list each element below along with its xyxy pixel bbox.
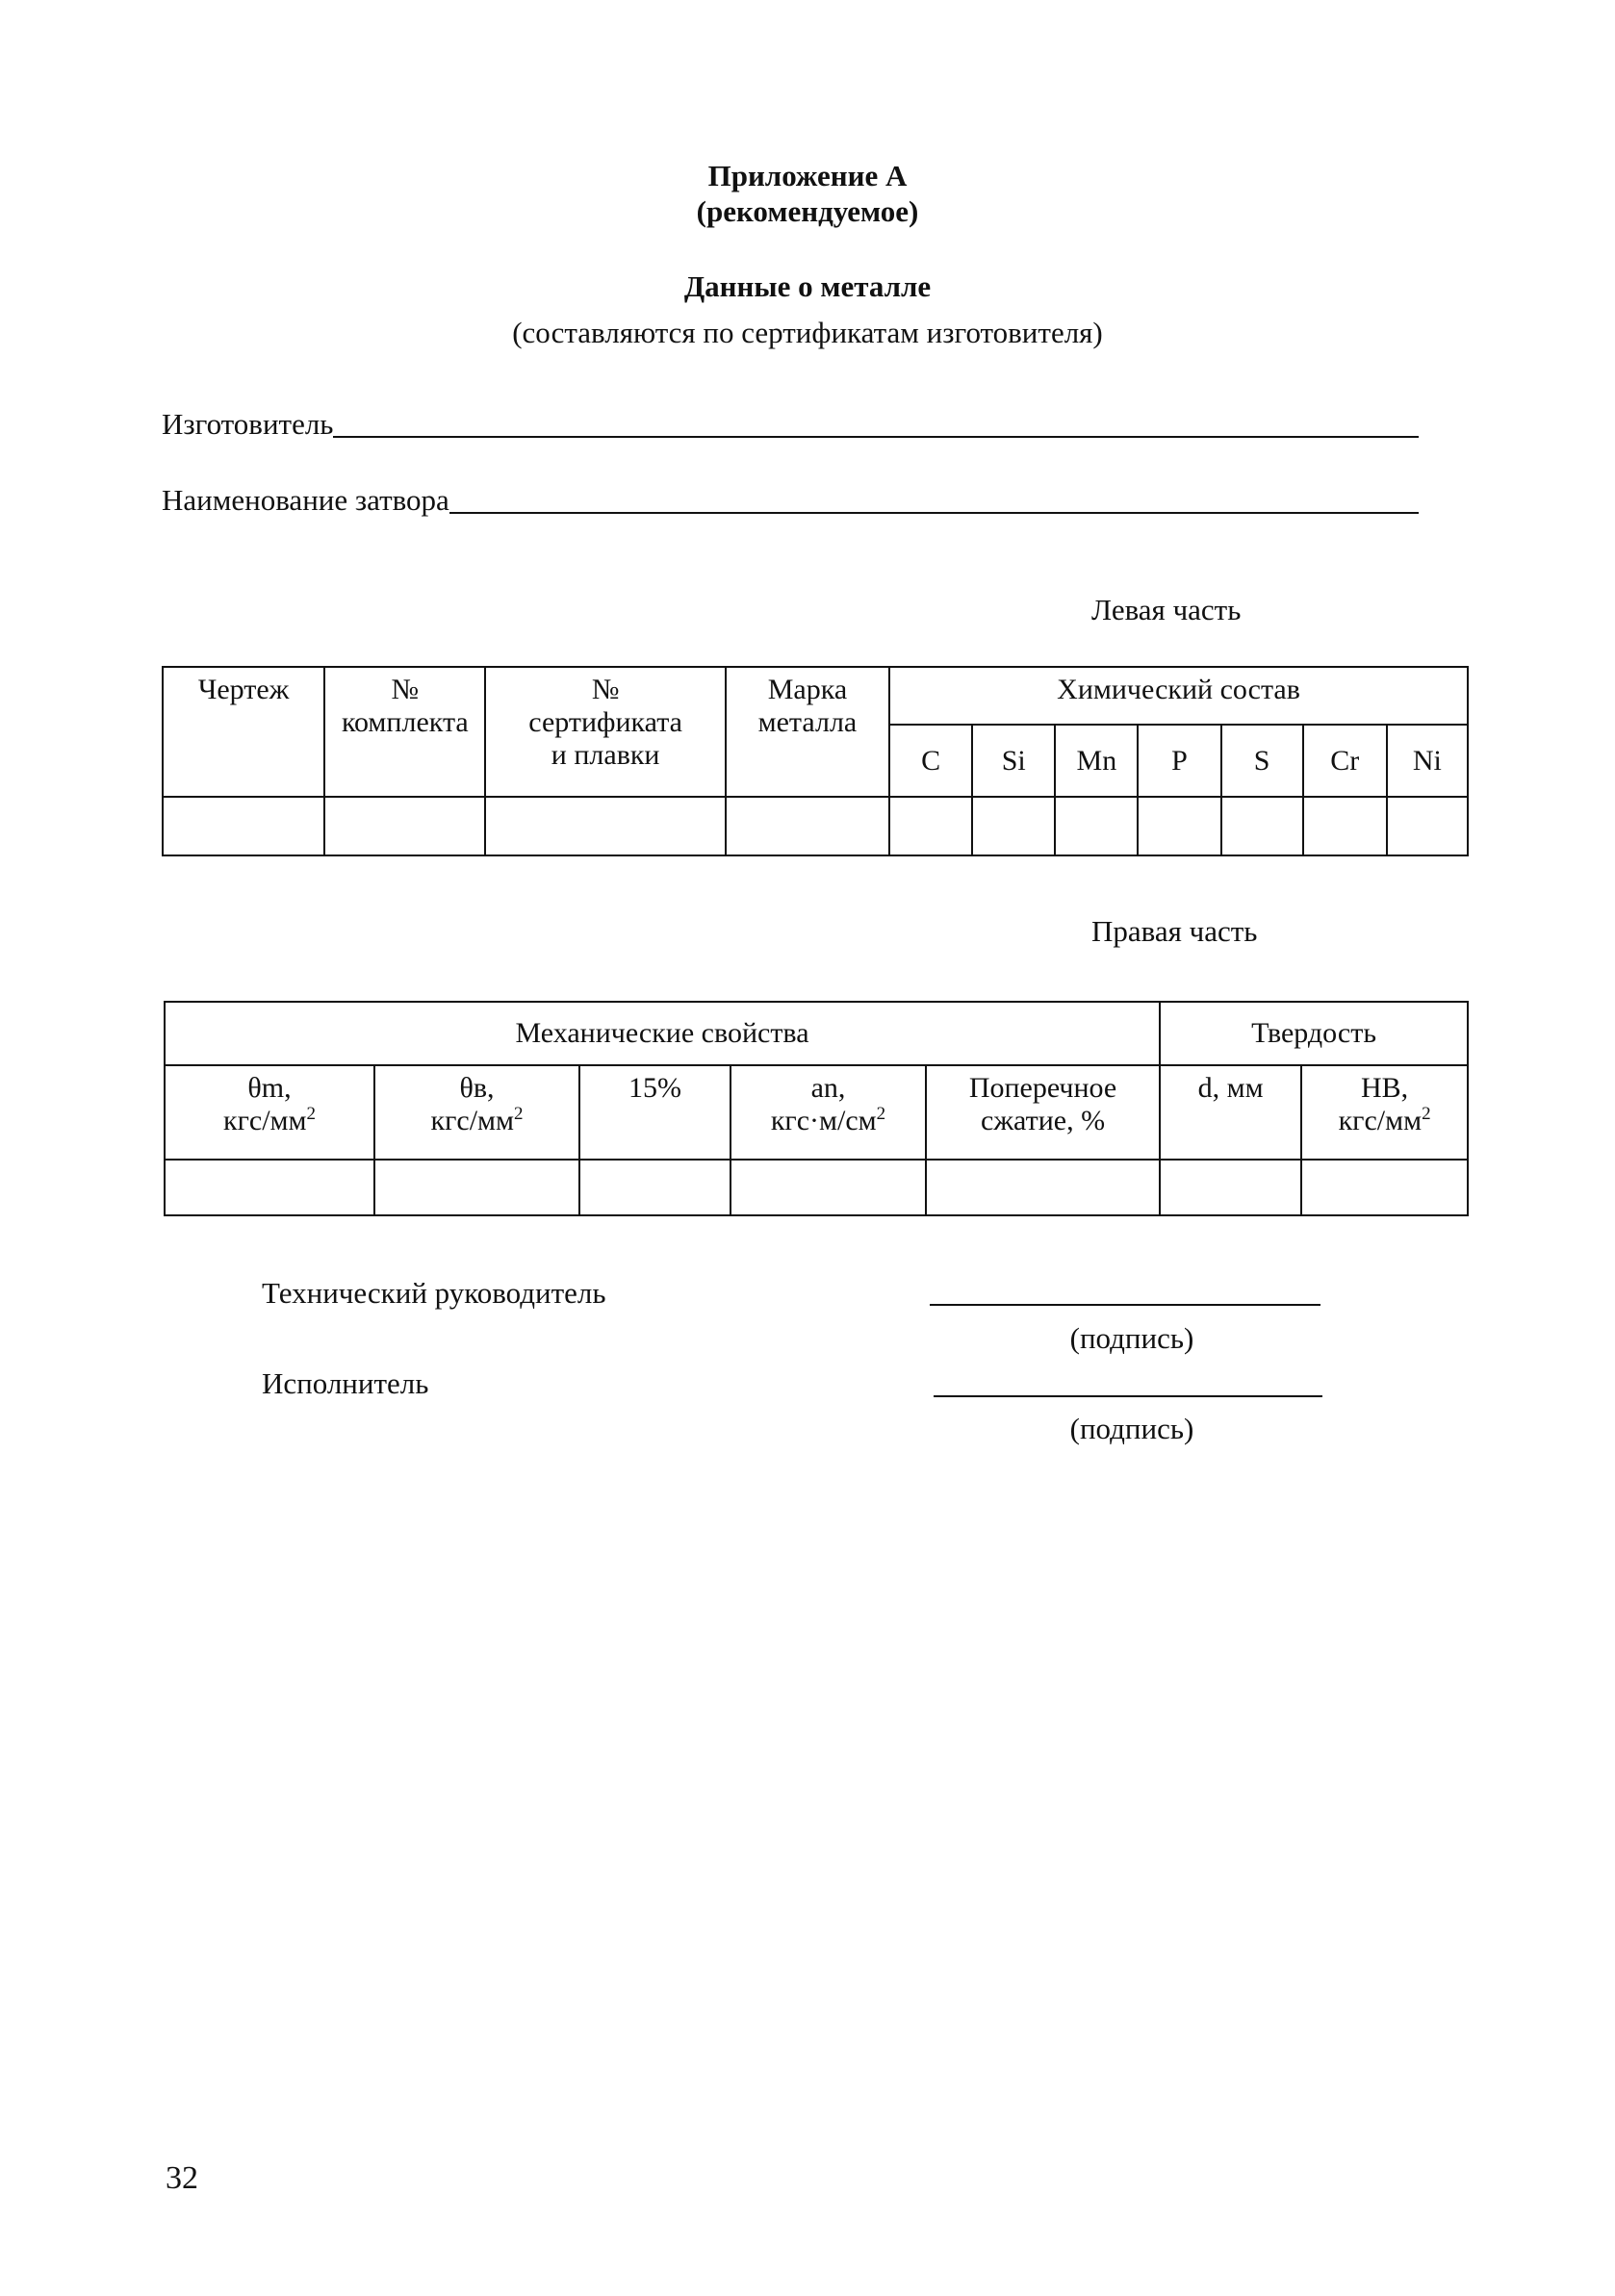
header-impact-strength	[731, 1065, 926, 1160]
compression-line2: сжатие, %	[981, 1105, 1106, 1136]
element-cr: Cr	[1303, 725, 1387, 797]
header-set-text: комплекта	[341, 706, 469, 738]
header-certificate-number	[485, 667, 725, 797]
empty-cell[interactable]	[972, 797, 1055, 855]
chemical-composition-text: Химический состав	[1057, 674, 1300, 705]
header-set-number	[324, 667, 485, 797]
left-part-label: Левая часть	[1091, 593, 1242, 626]
technical-head-label: Технический руководитель	[262, 1276, 606, 1310]
left-part-table	[162, 666, 1469, 856]
manufacturer-label: Изготовитель	[162, 407, 334, 441]
empty-cell[interactable]	[1055, 797, 1138, 855]
page-number: 32	[166, 2160, 198, 2196]
header-hardness: Твердость	[1160, 1002, 1468, 1065]
empty-cell[interactable]	[731, 1160, 926, 1215]
appendix-title: Приложение А	[707, 159, 908, 192]
empty-cell[interactable]	[1221, 797, 1303, 855]
brinell-symbol: HB,	[1360, 1072, 1409, 1104]
header-heat-text: и плавки	[551, 739, 660, 771]
number-sign: №	[591, 674, 620, 705]
impact-strength-unit: $кгс\cdot м/см^2$	[770, 1104, 886, 1136]
empty-cell[interactable]	[889, 797, 972, 855]
yield-strength-unit: кгс/$мм^2$	[223, 1104, 316, 1136]
element-ni: Ni	[1387, 725, 1468, 797]
empty-cell[interactable]	[579, 1160, 731, 1215]
empty-cell[interactable]	[926, 1160, 1160, 1215]
header-indent-diameter	[1160, 1065, 1301, 1160]
header-drawing	[163, 667, 324, 797]
empty-cell[interactable]	[1138, 797, 1220, 855]
empty-cell[interactable]	[726, 797, 889, 855]
tensile-strength-symbol: θв,	[459, 1072, 495, 1104]
header-grade-line1: Марка	[767, 674, 848, 705]
manufacturer-field	[162, 407, 1419, 442]
header-yield-strength	[165, 1065, 374, 1160]
element-si: Si	[972, 725, 1055, 797]
header-tensile-strength	[374, 1065, 579, 1160]
header-grade-line2: металла	[757, 706, 858, 738]
empty-cell[interactable]	[324, 797, 485, 855]
empty-cell[interactable]	[1160, 1160, 1301, 1215]
empty-cell[interactable]	[1303, 797, 1387, 855]
gate-name-field	[162, 483, 1419, 518]
header-transverse-compression	[926, 1065, 1160, 1160]
impact-strength-symbol: an,	[810, 1072, 846, 1104]
document-subtitle: (составляются по сертификатам изготовителя)	[512, 316, 1103, 349]
empty-cell[interactable]	[1387, 797, 1468, 855]
compression-line1: Поперечное	[968, 1072, 1117, 1104]
gate-name-label: Наименование затвора	[162, 483, 449, 517]
tensile-strength-unit: кгс/$мм^2$	[430, 1104, 524, 1136]
header-elongation	[579, 1065, 731, 1160]
element-p: P	[1138, 725, 1220, 797]
number-sign: №	[391, 674, 420, 705]
element-s: S	[1221, 725, 1303, 797]
technical-head-signature-caption: (подпись)	[1069, 1321, 1194, 1355]
manufacturer-blank-line[interactable]	[333, 409, 1419, 438]
indent-diameter-text: d, мм	[1197, 1072, 1264, 1104]
empty-cell[interactable]	[1301, 1160, 1468, 1215]
technical-head-signature-line[interactable]	[930, 1304, 1320, 1306]
empty-cell[interactable]	[165, 1160, 374, 1215]
appendix-status: (рекомендуемое)	[696, 194, 919, 228]
empty-cell[interactable]	[485, 797, 725, 855]
right-part-table	[164, 1001, 1469, 1216]
executor-label: Исполнитель	[262, 1366, 429, 1400]
element-mn: Mn	[1055, 725, 1138, 797]
gate-name-blank-line[interactable]	[449, 485, 1419, 514]
right-part-label: Правая часть	[1091, 914, 1258, 948]
header-mechanical-properties: Механические свойства	[165, 1002, 1160, 1065]
brinell-unit: кгс/$мм^2$	[1338, 1104, 1431, 1136]
header-metal-grade	[726, 667, 889, 797]
element-c: C	[889, 725, 972, 797]
elongation-text: 15%	[628, 1072, 681, 1104]
empty-cell[interactable]	[374, 1160, 579, 1215]
header-chemical-composition	[889, 667, 1468, 725]
header-drawing-text: Чертеж	[197, 674, 290, 705]
yield-strength-symbol: θm,	[247, 1072, 292, 1104]
executor-signature-caption: (подпись)	[1069, 1412, 1194, 1445]
header-certificate-text: сертификата	[528, 706, 682, 738]
executor-signature-line[interactable]	[934, 1395, 1322, 1397]
empty-cell[interactable]	[163, 797, 324, 855]
document-title: Данные о металле	[683, 269, 932, 303]
header-brinell-hardness	[1301, 1065, 1468, 1160]
